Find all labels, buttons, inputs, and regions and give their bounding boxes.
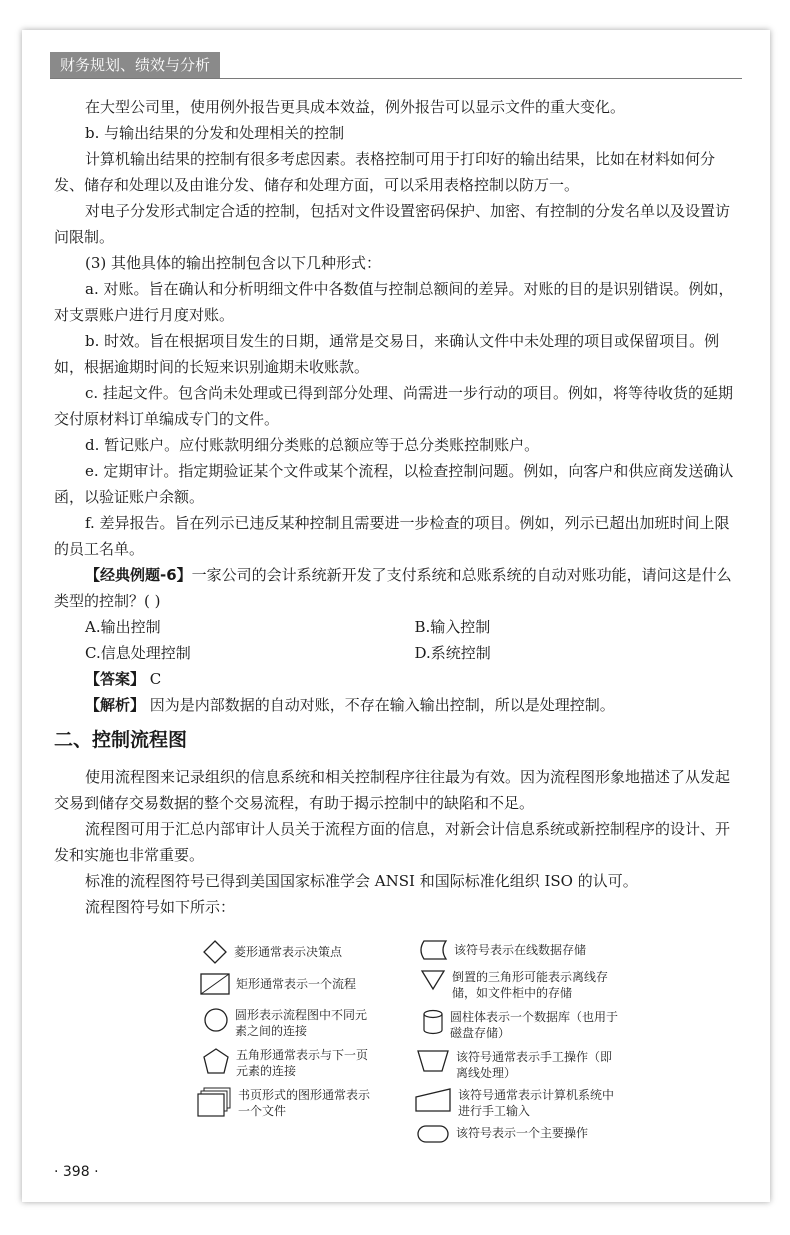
option-a: A.输出控制 bbox=[85, 618, 161, 636]
analysis bbox=[54, 692, 744, 718]
answer-label: 【答案】 bbox=[85, 670, 146, 688]
terminal-icon bbox=[416, 1123, 450, 1145]
page-number: · 398 · bbox=[54, 1164, 99, 1180]
paragraph: 对电子分发形式制定合适的控制，包括对文件设置密码保护、加密、有控制的分发名单以及设置访问限制。 bbox=[54, 202, 731, 246]
body-text bbox=[54, 94, 744, 920]
trapezoid-icon bbox=[416, 1049, 450, 1073]
paragraph: 使用流程图来记录组织的信息系统和相关控制程序往往最为有效。因为流程图形象地描述了从发起交易到储存交易数据的整个交易流程，有助于揭示控制中的缺陷和不足。 bbox=[54, 768, 731, 812]
legend-item-trapezoid: 该符号通常表示手工操作（即离线处理） bbox=[416, 1049, 621, 1081]
option-d: D.系统控制 bbox=[414, 644, 491, 662]
diamond-icon bbox=[202, 939, 228, 965]
legend-item-triangle: 倒置的三角形可能表示离线存储，如文件柜中的存储 bbox=[420, 969, 622, 1001]
paragraph: f. 差异报告。旨在列示已违反某种控制且需要进一步检查的项目。例如，列示已超出加班时间上限的员工名单。 bbox=[54, 514, 730, 558]
paragraph: e. 定期审计。指定期验证某个文件或某个流程，以检查控制问题。例如，向客户和供应商发送确认函，以验证账户余额。 bbox=[54, 462, 734, 506]
legend-item-manual-input: 该符号通常表示计算机系统中进行手工输入 bbox=[414, 1087, 623, 1119]
paragraph: 流程图可用于汇总内部审计人员关于流程方面的信息，对新会计信息系统或新控制程序的设计、开发和实施也非常重要。 bbox=[54, 820, 731, 864]
paragraph: b. 与输出结果的分发和处理相关的控制 bbox=[85, 124, 345, 142]
header-rule bbox=[50, 78, 742, 79]
example-question-text: 一家公司的会计系统新开发了支付系统和总账系统的自动对账功能，请问这是什么类型的控制？( ) bbox=[54, 566, 732, 610]
option-b: B.输入控制 bbox=[414, 618, 491, 636]
running-header: 财务规划、绩效与分析 bbox=[50, 52, 220, 78]
paragraph: 在大型公司里，使用例外报告更具成本效益，例外报告可以显示文件的重大变化。 bbox=[85, 98, 626, 116]
circle-icon bbox=[203, 1007, 229, 1033]
page bbox=[22, 30, 770, 1202]
paragraph: (3) 其他具体的输出控制包含以下几种形式： bbox=[85, 254, 382, 272]
online-storage-icon bbox=[418, 939, 448, 961]
section-heading: 二、控制流程图 bbox=[54, 729, 188, 751]
document-pages-icon bbox=[196, 1087, 232, 1121]
legend-item-terminal: 该符号表示一个主要操作 bbox=[416, 1123, 621, 1145]
manual-input-icon bbox=[414, 1087, 452, 1113]
legend-item-circle: 圆形表示流程图中不同元素之间的连接 bbox=[203, 1007, 375, 1039]
example-question bbox=[54, 562, 744, 614]
answer-value: C bbox=[149, 670, 162, 688]
paragraph: 计算机输出结果的控制有很多考虑因素。表格控制可用于打印好的输出结果，比如在材料如何分发、储存和处理以及由谁分发、储存和处理方面，可以采用表格控制以防万一。 bbox=[54, 150, 716, 194]
inverted-triangle-icon bbox=[420, 969, 446, 991]
paragraph: b. 时效。旨在根据项目发生的日期，通常是交易日，来确认文件中未处理的项目或保留项目。例如，根据逾期时间的长短来识别逾期未收账款。 bbox=[54, 332, 720, 376]
paragraph: d. 暂记账户。应付账款明细分类账的总额应等于总分类账控制账户。 bbox=[85, 436, 540, 454]
legend-item-pages: 书页形式的图形通常表示一个文件 bbox=[196, 1087, 378, 1121]
rectangle-icon bbox=[200, 973, 230, 995]
legend-item-cylinder: 圆柱体表示一个数据库（也用于磁盘存储） bbox=[422, 1009, 620, 1041]
paragraph: c. 挂起文件。包含尚未处理或已得到部分处理、尚需进一步行动的项目。例如，将等待收货的延期交付原材料订单编成专门的文件。 bbox=[54, 384, 733, 428]
analysis-label: 【解析】 bbox=[85, 696, 146, 714]
pentagon-icon bbox=[202, 1047, 230, 1075]
option-c: C.信息处理控制 bbox=[85, 644, 191, 662]
flowchart-symbol-legend bbox=[192, 935, 622, 1165]
options-row bbox=[54, 640, 744, 666]
cylinder-icon bbox=[422, 1009, 444, 1035]
example-label: 【经典例题-6】 bbox=[85, 566, 192, 584]
legend-item-online-storage: 该符号表示在线数据存储 bbox=[418, 939, 624, 961]
answer bbox=[54, 666, 744, 692]
analysis-text: 因为是内部数据的自动对账，不存在输入输出控制，所以是处理控制。 bbox=[149, 696, 615, 714]
paragraph: 标准的流程图符号已得到美国国家标准学会 ANSI 和国际标准化组织 ISO 的认可。 bbox=[85, 872, 638, 890]
options-row bbox=[54, 614, 744, 640]
paragraph: a. 对账。旨在确认和分析明细文件中各数值与控制总额间的差异。对账的目的是识别错误。例如，对支票账户进行月度对账。 bbox=[54, 280, 734, 324]
legend-item-pentagon: 五角形通常表示与下一页元素的连接 bbox=[202, 1047, 376, 1079]
legend-item-diamond: 菱形通常表示决策点 bbox=[202, 939, 374, 965]
legend-item-rect: 矩形通常表示一个流程 bbox=[200, 973, 376, 995]
paragraph: 流程图符号如下所示： bbox=[85, 898, 236, 916]
